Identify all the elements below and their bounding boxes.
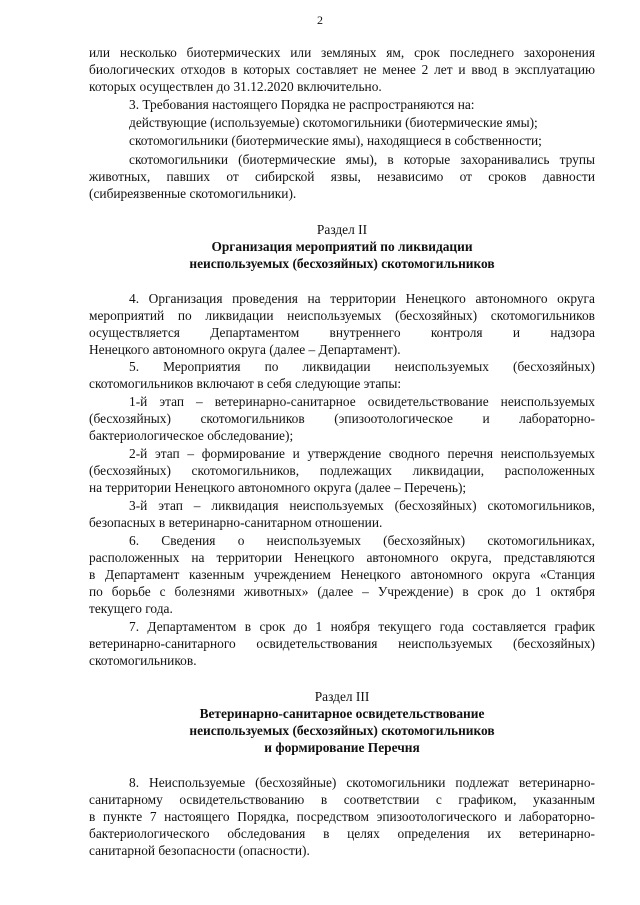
text-line: ветеринарно-санитарного освидетельствования неиспользуемых (бесхозяйных) [89,636,595,651]
text-line: или несколько биотермических или земляных ям, срок последнего захоронения [89,45,595,60]
text-line: 8. Неиспользуемые (бесхозяйные) скотомогильники подлежат ветеринарно- [129,775,595,790]
text-line: безопасных в ветеринарно-санитарном отношении. [89,515,383,530]
section-label: Раздел III [314,689,370,704]
text-line: 5. Мероприятия по ликвидации неиспользуемых (бесхозяйных) [129,359,595,374]
text-line: текущего года. [89,601,173,616]
text-line: бактериологического обследования в целях определения их ветеринарно- [89,826,595,841]
text-line: мероприятий по ликвидации неиспользуемых (бесхозяйных) скотомогильников [89,308,595,323]
page-number: 2 [317,13,323,27]
text-line: скотомогильников включают в себя следующие этапы: [89,376,402,391]
text-line: скотомогильников. [89,653,197,668]
text-line: (сибиреязвенные скотомогильники). [89,186,297,201]
text-line: 3-й этап – ликвидация неиспользуемых (бесхозяйных) скотомогильников, [129,498,595,513]
text-line: животных, павших от сибирской язвы, независимо от сроков давности [89,169,595,184]
text-line: действующие (используемые) скотомогильники (биотермические ямы); [129,115,538,130]
section-heading: неиспользуемых (бесхозяйных) скотомогильников [189,256,495,271]
text-line: 6. Сведения о неиспользуемых (бесхозяйных) скотомогильниках, [129,533,595,548]
text-line: санитарной безопасности (опасности). [89,843,310,858]
section-heading: и формирование Перечня [264,740,420,755]
text-line: 4. Организация проведения на территории Ненецкого автономного округа [129,291,595,306]
text-line: 7. Департаментом в срок до 1 ноября текущего года составляется график [129,619,595,634]
text-line: (бесхозяйных) скотомогильников (эпизоотологическое и лабораторно- [89,411,595,426]
text-line: которых осуществлен до 31.12.2020 включительно. [89,79,382,94]
text-line: 1-й этап – ветеринарно-санитарное освидетельствование неиспользуемых [129,394,595,409]
section-label: Раздел II [316,222,368,237]
section-heading: неиспользуемых (бесхозяйных) скотомогильников [189,723,495,738]
text-line: биологических отходов в которых составляет не менее 2 лет и ввод в эксплуатацию [89,62,595,77]
text-line: бактериологическое обследование); [89,428,294,443]
text-line: скотомогильники (биотермические ямы), находящиеся в собственности; [129,133,542,148]
text-line: скотомогильники (биотермические ямы), в которые захоранивались трупы [129,152,595,167]
text-line: в Департамент казенным учреждением Ненецкого автономного округа «Станция [89,567,595,582]
text-line: осуществляется Департаментом внутреннего контроля и надзора [89,325,595,340]
section-heading: Организация мероприятий по ликвидации [211,239,473,254]
text-line: 3. Требования настоящего Порядка не распространяются на: [129,97,475,112]
text-line: (бесхозяйных) скотомогильников, подлежащих ликвидации, расположенных [89,463,595,478]
text-line: 2-й этап – формирование и утверждение сводного перечня неиспользуемых [129,446,595,461]
section-heading: Ветеринарно-санитарное освидетельствование [199,706,485,721]
text-line: Ненецкого автономного округа (далее – Департамент). [89,342,401,357]
text-line: санитарному освидетельствованию в соответствии с графиком, указанным [89,792,595,807]
text-line: по борьбе с болезнями животных» (далее – Учреждение) в срок до 1 октября [89,584,595,599]
text-line: расположенных на территории Ненецкого автономного округа, представляются [89,550,595,565]
text-line: в пункте 7 настоящего Порядка, посредством эпизоотологического и лабораторно- [89,809,595,824]
text-line: на территории Ненецкого автономного округа (далее – Перечень); [89,480,467,495]
